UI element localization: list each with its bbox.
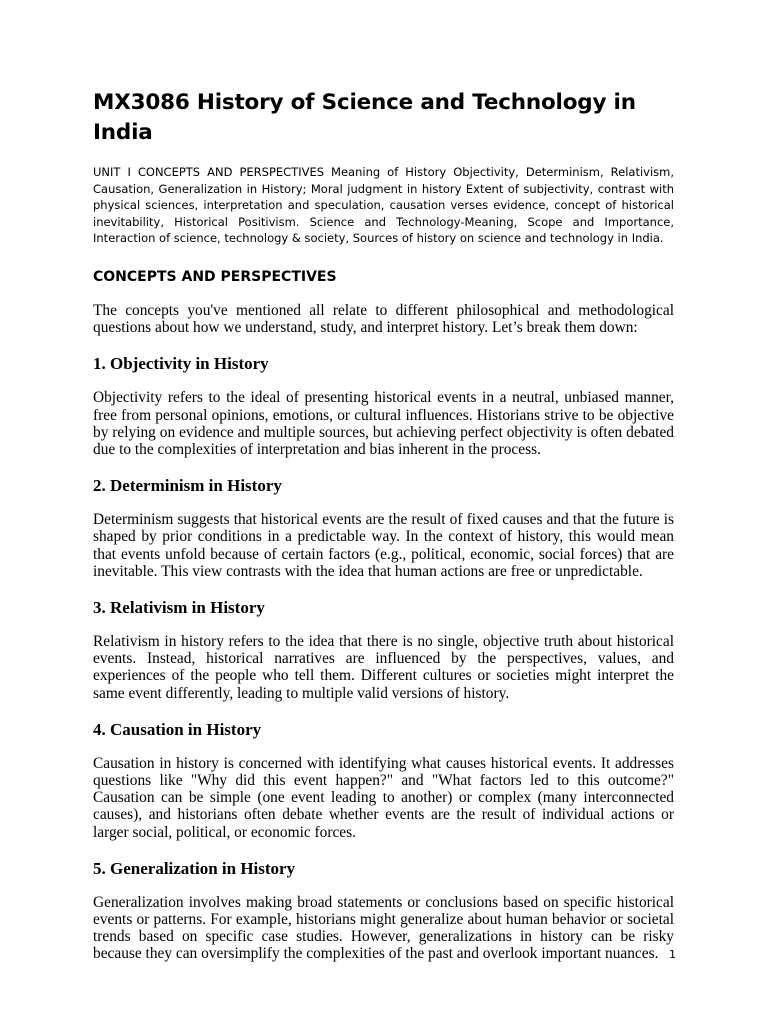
relativism-paragraph: Relativism in history refers to the idea that there is no single, objective truth about historical events. Instead, historical narratives are influenced by the perspectives, values, and experiences of the people who tell them. Different cultures or societies might interpret the same event differently, leading to multiple valid versions of history. [93,633,674,702]
causation-paragraph: Causation in history is concerned with identifying what causes historical events. It addresses questions like "Why did this event happen?" and "What factors led to this outcome?" Causation can be simple (one event leading to another) or complex (many interconnected causes), and historians often debate whether events are the result of individual actions or larger social, political, or economic forces. [93,754,674,841]
objectivity-heading: 1. Objectivity in History [93,354,269,374]
section-heading: CONCEPTS AND PERSPECTIVES [93,268,337,285]
generalization-paragraph: Generalization involves making broad statements or conclusions based on specific historical events or patterns. For example, historians might generalize about human behavior or societal trends based on specific case studies. However, generalizations in history can be risky because they can oversimplify the complexities of the past and overlook important nuances. [93,893,674,963]
generalization-heading: 5. Generalization in History [93,858,296,878]
causation-heading: 4. Causation in History [93,719,262,739]
page-content [93,88,674,981]
lead-paragraph: The concepts you've mentioned all relate to different philosophical and methodological questions about how we understand, study, and interpret history. Let’s break them down: [93,301,674,337]
unit-syllabus-paragraph: UNIT I CONCEPTS AND PERSPECTIVES Meaning of History Objectivity, Determinism, Relativism, Causation, Generalization in History; Moral judgment in history Extent of subjectivity, contrast with physical sciences, interpretation and speculation, causation verses evidence, concept of historical inevitability, Historical Positivism. Science and Technology-Meaning, Scope and Importance, Interaction of science, technology & society, Sources of history on science and technology in India. [93,165,674,246]
document-title: MX3086 History of Science and Technology in India [93,90,636,145]
relativism-heading: 3. Relativism in History [93,598,265,617]
page-number: 1 [669,948,676,961]
objectivity-paragraph: Objectivity refers to the ideal of presenting historical events in a neutral, unbiased manner, free from personal opinions, emotions, or cultural influences. Historians strive to be objective by relying on evidence and multiple sources, but achieving perfect objectivity is often debated due to the complexities of interpretation and bias inherent in the process. [93,389,674,458]
determinism-paragraph: Determinism suggests that historical events are the result of fixed causes and that the future is shaped by prior conditions in a predictable way. In the context of history, this would mean that events unfold because of certain factors (e.g., political, economic, social forces) that are inevitable. This view contrasts with the idea that human actions are free or unpredictable. [93,511,674,580]
determinism-heading: 2. Determinism in History [93,476,282,496]
